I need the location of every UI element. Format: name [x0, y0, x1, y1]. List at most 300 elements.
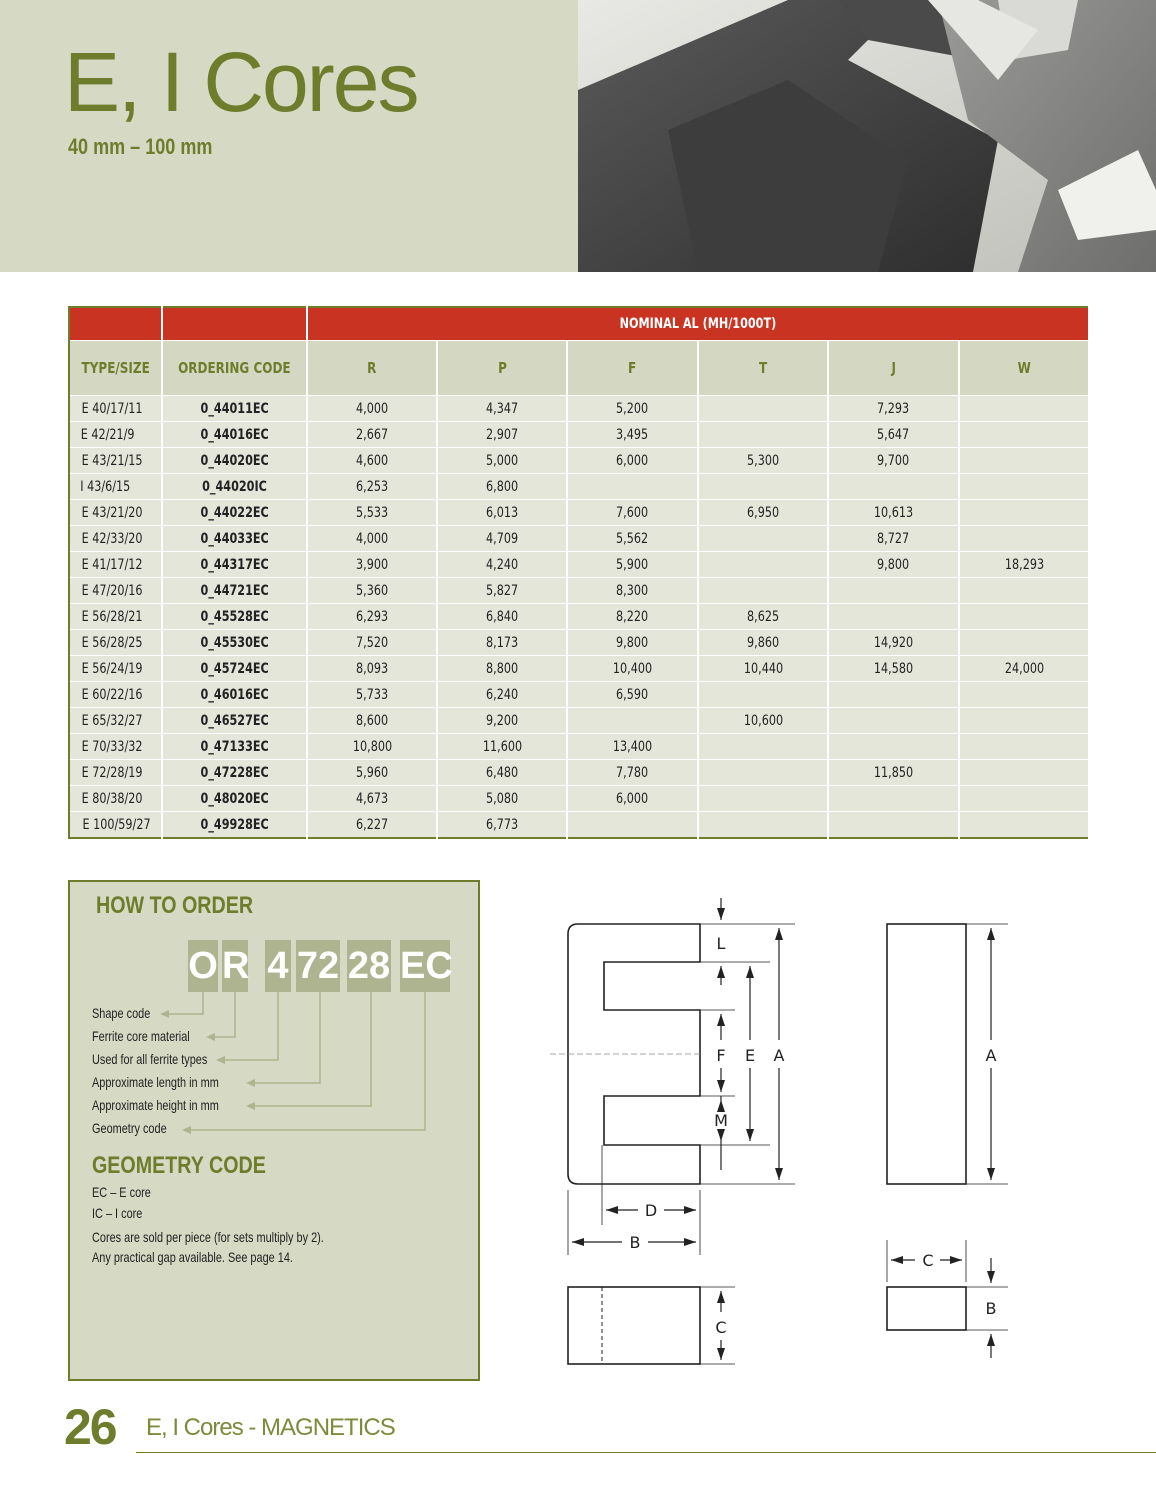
al-value-cell — [698, 734, 828, 760]
al-value-cell — [307, 630, 437, 656]
table-row — [69, 396, 1089, 422]
cell-text: 0_44022EC — [200, 504, 269, 521]
ordering-code-cell — [162, 500, 307, 526]
cell-text: 4,000 — [355, 400, 389, 417]
label-ferrite-types: Used for all ferrite types — [92, 1051, 208, 1067]
column-header — [959, 341, 1089, 396]
geometry-code-title: GEOMETRY CODE — [92, 1152, 266, 1179]
al-value-cell — [307, 422, 437, 448]
type-size-cell — [69, 656, 162, 682]
cell-text: 4,673 — [355, 790, 389, 807]
code-part-type: 4 — [265, 940, 291, 992]
al-value-cell — [437, 630, 567, 656]
column-header-text: TYPE/SIZE — [81, 359, 150, 377]
cell-text: E 80/38/20 — [81, 790, 143, 807]
al-value-cell — [307, 760, 437, 786]
cell-text: 6,227 — [355, 816, 389, 833]
al-value-cell — [828, 630, 959, 656]
cell-text: 0_45530EC — [200, 634, 269, 651]
ordering-code-cell — [162, 474, 307, 500]
cell-text: 4,347 — [485, 400, 519, 417]
cell-text: 9,860 — [746, 634, 780, 651]
al-value-cell — [698, 422, 828, 448]
cell-text: 10,440 — [743, 660, 783, 677]
geometry-line-ic: IC – I core — [92, 1205, 143, 1221]
cell-text: 11,850 — [873, 764, 914, 781]
cell-text: E 56/28/21 — [81, 608, 143, 625]
type-size-cell — [69, 604, 162, 630]
type-size-cell — [69, 786, 162, 812]
al-value-cell — [959, 474, 1089, 500]
cell-text: 14,920 — [873, 634, 914, 651]
al-value-cell — [307, 682, 437, 708]
cell-text: 13,400 — [612, 738, 653, 755]
nominal-al-header-text: NOMINAL AL (MH/1000T) — [619, 316, 777, 332]
cell-text: E 72/28/19 — [81, 764, 143, 781]
column-header-text: R — [367, 359, 377, 377]
al-value-cell — [567, 474, 698, 500]
ordering-code-cell — [162, 578, 307, 604]
table-row — [69, 552, 1089, 578]
column-header — [437, 341, 567, 396]
dim-label-a: A — [773, 1046, 785, 1065]
al-value-cell — [437, 682, 567, 708]
type-size-cell — [69, 422, 162, 448]
table-row — [69, 526, 1089, 552]
al-value-cell — [567, 760, 698, 786]
cell-text: 8,220 — [616, 608, 649, 625]
cell-text: E 43/21/15 — [81, 452, 143, 469]
al-value-cell — [437, 474, 567, 500]
cell-text: 5,200 — [616, 400, 649, 417]
table-row — [69, 708, 1089, 734]
cell-text: 11,600 — [482, 738, 522, 755]
column-header-text: F — [628, 359, 637, 377]
al-value-cell — [959, 812, 1089, 839]
cell-text: 7,600 — [616, 504, 649, 521]
cell-text: 6,480 — [485, 764, 519, 781]
code-part-material: R — [222, 940, 248, 992]
al-value-cell — [307, 448, 437, 474]
al-value-cell — [307, 656, 437, 682]
label-length: Approximate length in mm — [92, 1074, 219, 1090]
al-value-cell — [828, 786, 959, 812]
cell-text: 9,800 — [616, 634, 649, 651]
type-size-cell — [69, 474, 162, 500]
al-value-cell — [567, 552, 698, 578]
cell-text: E 40/17/11 — [81, 400, 143, 417]
al-value-cell — [567, 526, 698, 552]
al-value-cell — [307, 604, 437, 630]
cell-text: 8,093 — [355, 660, 389, 677]
al-value-cell — [307, 734, 437, 760]
type-size-cell — [69, 448, 162, 474]
ordering-code-cell — [162, 552, 307, 578]
cell-text: 14,580 — [873, 660, 914, 677]
cell-text: 0_47228EC — [200, 764, 269, 781]
cell-text: 0_44033EC — [200, 530, 269, 547]
cell-text: 5,733 — [355, 686, 389, 703]
al-value-cell — [437, 552, 567, 578]
al-value-cell — [567, 500, 698, 526]
table-row — [69, 760, 1089, 786]
table-row — [69, 734, 1089, 760]
cell-text: 5,080 — [485, 790, 519, 807]
ordering-code-cell — [162, 396, 307, 422]
dim-label-m: M — [714, 1111, 728, 1130]
code-part-length: 72 — [296, 940, 340, 992]
specs-table — [68, 306, 1090, 839]
cell-text: 8,173 — [485, 634, 519, 651]
cell-text: 0_44011EC — [200, 400, 269, 417]
page-number: 26 — [64, 1399, 116, 1455]
cell-text: 6,840 — [485, 608, 519, 625]
al-value-cell — [567, 682, 698, 708]
cell-text: 0_47133EC — [200, 738, 269, 755]
cell-text: 7,780 — [616, 764, 649, 781]
label-ferrite-material: Ferrite core material — [92, 1028, 190, 1044]
table-row — [69, 630, 1089, 656]
table-row — [69, 812, 1089, 839]
cell-text: E 42/33/20 — [81, 530, 143, 547]
dim-label-c: C — [715, 1318, 727, 1337]
al-value-cell — [959, 708, 1089, 734]
al-value-cell — [828, 656, 959, 682]
cell-text: 6,013 — [485, 504, 519, 521]
dim-label-l: L — [716, 934, 726, 953]
al-value-cell — [567, 396, 698, 422]
group-header-blank — [69, 307, 162, 341]
al-value-cell — [567, 656, 698, 682]
cell-text: 0_44721EC — [200, 582, 269, 599]
cell-text: 0_44317EC — [200, 556, 269, 573]
cell-text: 9,200 — [485, 712, 519, 729]
type-size-cell — [69, 708, 162, 734]
al-value-cell — [959, 786, 1089, 812]
ordering-code-cell — [162, 656, 307, 682]
al-value-cell — [698, 474, 828, 500]
al-value-cell — [437, 396, 567, 422]
al-value-cell — [959, 422, 1089, 448]
cell-text: 8,625 — [746, 608, 780, 625]
cell-text: 0_44020IC — [202, 478, 267, 495]
al-value-cell — [307, 812, 437, 839]
cell-text: 5,900 — [616, 556, 649, 573]
al-value-cell — [959, 552, 1089, 578]
cell-text: 6,000 — [616, 452, 649, 469]
al-value-cell — [567, 734, 698, 760]
al-value-cell — [698, 448, 828, 474]
how-to-order-title: HOW TO ORDER — [96, 892, 254, 919]
cell-text: 5,960 — [355, 764, 389, 781]
page-title: E, I Cores — [64, 35, 418, 129]
al-value-cell — [959, 604, 1089, 630]
nominal-al-header — [307, 307, 1089, 341]
cell-text: 8,300 — [616, 582, 649, 599]
cell-text: 6,773 — [485, 816, 519, 833]
type-size-cell — [69, 682, 162, 708]
ordering-code-cell — [162, 604, 307, 630]
column-header-text: ORDERING CODE — [178, 359, 291, 377]
cell-text: 3,495 — [616, 426, 649, 443]
label-geometry-code: Geometry code — [92, 1120, 167, 1136]
column-header — [69, 341, 162, 396]
cell-text: 10,800 — [352, 738, 392, 755]
column-header — [828, 341, 959, 396]
cell-text: 5,647 — [877, 426, 910, 443]
footer-section-title: E, I Cores - MAGNETICS — [146, 1414, 395, 1441]
table-group-header-row — [69, 307, 1089, 341]
al-value-cell — [698, 630, 828, 656]
cell-text: E 47/20/16 — [81, 582, 143, 599]
cell-text: 5,000 — [485, 452, 519, 469]
column-header — [698, 341, 828, 396]
al-value-cell — [959, 734, 1089, 760]
how-to-order-panel — [68, 880, 480, 1381]
footer-divider — [136, 1452, 1156, 1453]
cell-text: 0_44016EC — [200, 426, 269, 443]
cell-text: 7,293 — [877, 400, 910, 417]
column-header — [307, 341, 437, 396]
al-value-cell — [698, 500, 828, 526]
cell-text: E 60/22/16 — [81, 686, 143, 703]
cores-photo — [578, 0, 1156, 272]
cell-text: E 41/17/12 — [81, 556, 143, 573]
al-value-cell — [437, 578, 567, 604]
al-value-cell — [828, 708, 959, 734]
cell-text: 0_49928EC — [200, 816, 269, 833]
al-value-cell — [307, 500, 437, 526]
al-value-cell — [828, 526, 959, 552]
cell-text: 4,000 — [355, 530, 389, 547]
al-value-cell — [437, 708, 567, 734]
al-value-cell — [567, 448, 698, 474]
dim-label-e: E — [744, 1046, 756, 1065]
column-header-text: W — [1017, 359, 1031, 377]
al-value-cell — [828, 734, 959, 760]
al-value-cell — [437, 422, 567, 448]
al-value-cell — [437, 734, 567, 760]
al-value-cell — [307, 786, 437, 812]
al-value-cell — [437, 500, 567, 526]
cell-text: E 100/59/27 — [82, 816, 151, 833]
al-value-cell — [307, 708, 437, 734]
cell-text: 4,600 — [355, 452, 389, 469]
al-value-cell — [437, 448, 567, 474]
column-header-text: P — [497, 359, 507, 377]
cell-text: 9,700 — [877, 452, 910, 469]
cell-text: 5,562 — [616, 530, 649, 547]
cell-text: 4,240 — [485, 556, 519, 573]
cell-text: 10,400 — [612, 660, 653, 677]
code-part-geometry: EC — [400, 940, 450, 992]
geometry-line-ec: EC – E core — [92, 1184, 151, 1200]
ordering-code-cell — [162, 422, 307, 448]
cell-text: 6,000 — [616, 790, 649, 807]
cell-text: 8,727 — [877, 530, 910, 547]
ordering-code-cell — [162, 734, 307, 760]
type-size-cell — [69, 630, 162, 656]
al-value-cell — [959, 526, 1089, 552]
cell-text: 9,800 — [877, 556, 910, 573]
table-row — [69, 500, 1089, 526]
dim-label-b: B — [629, 1233, 641, 1252]
cell-text: 6,293 — [355, 608, 389, 625]
cell-text: E 43/21/20 — [81, 504, 143, 521]
al-value-cell — [828, 500, 959, 526]
al-value-cell — [959, 578, 1089, 604]
type-size-cell — [69, 812, 162, 839]
geometry-line-gap: Any practical gap available. See page 14. — [92, 1249, 293, 1265]
al-value-cell — [698, 552, 828, 578]
ordering-code-cell — [162, 526, 307, 552]
cell-text: 0_45724EC — [200, 660, 269, 677]
column-header — [162, 341, 307, 396]
cell-text: 10,600 — [743, 712, 783, 729]
al-value-cell — [567, 708, 698, 734]
al-value-cell — [828, 448, 959, 474]
type-size-cell — [69, 526, 162, 552]
al-value-cell — [959, 682, 1089, 708]
cell-text: 5,533 — [355, 504, 389, 521]
type-size-cell — [69, 734, 162, 760]
al-value-cell — [698, 786, 828, 812]
cell-text: 6,950 — [746, 504, 780, 521]
cell-text: I 43/6/15 — [80, 478, 131, 495]
al-value-cell — [698, 682, 828, 708]
column-header-text: J — [891, 359, 896, 377]
type-size-cell — [69, 396, 162, 422]
type-size-cell — [69, 500, 162, 526]
dim-label-f: F — [716, 1046, 726, 1065]
al-value-cell — [307, 578, 437, 604]
al-value-cell — [959, 396, 1089, 422]
cell-text: 5,300 — [746, 452, 780, 469]
al-value-cell — [959, 448, 1089, 474]
ferrite-cores-image — [578, 0, 1156, 272]
type-size-cell — [69, 552, 162, 578]
al-value-cell — [567, 812, 698, 839]
al-value-cell — [959, 500, 1089, 526]
ordering-code-cell — [162, 682, 307, 708]
al-value-cell — [698, 578, 828, 604]
cell-text: 6,590 — [616, 686, 649, 703]
dim-label-d: D — [644, 1201, 658, 1220]
cell-text: 6,800 — [485, 478, 519, 495]
page-subtitle: 40 mm – 100 mm — [68, 134, 213, 159]
al-value-cell — [698, 604, 828, 630]
column-header — [567, 341, 698, 396]
al-value-cell — [828, 760, 959, 786]
cell-text: 5,360 — [355, 582, 389, 599]
al-value-cell — [828, 682, 959, 708]
table-row — [69, 656, 1089, 682]
label-shape-code: Shape code — [92, 1005, 151, 1021]
al-value-cell — [828, 812, 959, 839]
cell-text: 0_46527EC — [200, 712, 269, 729]
cell-text: 0_48020EC — [200, 790, 269, 807]
cell-text: E 65/32/27 — [81, 712, 143, 729]
cell-text: 18,293 — [1004, 556, 1044, 573]
ordering-code-cell — [162, 786, 307, 812]
cell-text: E 70/33/32 — [81, 738, 143, 755]
al-value-cell — [698, 708, 828, 734]
cell-text: 4,709 — [485, 530, 519, 547]
table-row — [69, 422, 1089, 448]
al-value-cell — [828, 604, 959, 630]
al-value-cell — [828, 422, 959, 448]
al-value-cell — [567, 578, 698, 604]
cell-text: 7,520 — [355, 634, 389, 651]
al-value-cell — [828, 552, 959, 578]
al-value-cell — [959, 760, 1089, 786]
cell-text: 2,667 — [355, 426, 389, 443]
al-value-cell — [437, 604, 567, 630]
cell-text: 6,253 — [355, 478, 389, 495]
al-value-cell — [307, 552, 437, 578]
al-value-cell — [828, 396, 959, 422]
table-row — [69, 682, 1089, 708]
al-value-cell — [698, 760, 828, 786]
table-row — [69, 786, 1089, 812]
ordering-code-cell — [162, 448, 307, 474]
al-value-cell — [567, 422, 698, 448]
al-value-cell — [437, 786, 567, 812]
dim-label-a-i: A — [985, 1046, 997, 1065]
ordering-code-cell — [162, 760, 307, 786]
type-size-cell — [69, 760, 162, 786]
cell-text: 24,000 — [1004, 660, 1044, 677]
cell-text: 0_45528EC — [200, 608, 269, 625]
geometry-line-sets: Cores are sold per piece (for sets multiply by 2). — [92, 1229, 324, 1245]
cell-text: 3,900 — [355, 556, 389, 573]
al-value-cell — [567, 604, 698, 630]
al-value-cell — [698, 396, 828, 422]
code-part-shape: O — [188, 940, 218, 992]
al-value-cell — [437, 526, 567, 552]
table-row — [69, 578, 1089, 604]
al-value-cell — [567, 786, 698, 812]
cell-text: E 56/24/19 — [81, 660, 143, 677]
cell-text: 6,240 — [485, 686, 519, 703]
al-value-cell — [307, 396, 437, 422]
al-value-cell — [307, 526, 437, 552]
label-height: Approximate height in mm — [92, 1097, 219, 1113]
al-value-cell — [828, 578, 959, 604]
type-size-cell — [69, 578, 162, 604]
al-value-cell — [567, 630, 698, 656]
al-value-cell — [698, 526, 828, 552]
table-row — [69, 604, 1089, 630]
al-value-cell — [437, 812, 567, 839]
table-column-header-row — [69, 341, 1089, 396]
core-dimension-diagram — [540, 888, 1010, 1388]
ordering-code-cell — [162, 812, 307, 839]
al-value-cell — [959, 656, 1089, 682]
cell-text: 8,600 — [355, 712, 389, 729]
cell-text: 8,800 — [485, 660, 519, 677]
cell-text: 2,907 — [485, 426, 519, 443]
group-header-blank — [162, 307, 307, 341]
cell-text: 5,827 — [485, 582, 519, 599]
code-part-height: 28 — [347, 940, 391, 992]
al-value-cell — [307, 474, 437, 500]
ordering-code-cell — [162, 630, 307, 656]
column-header-text: T — [758, 359, 768, 377]
dim-label-c-i: C — [922, 1251, 934, 1270]
cell-text: 10,613 — [873, 504, 914, 521]
al-value-cell — [698, 656, 828, 682]
